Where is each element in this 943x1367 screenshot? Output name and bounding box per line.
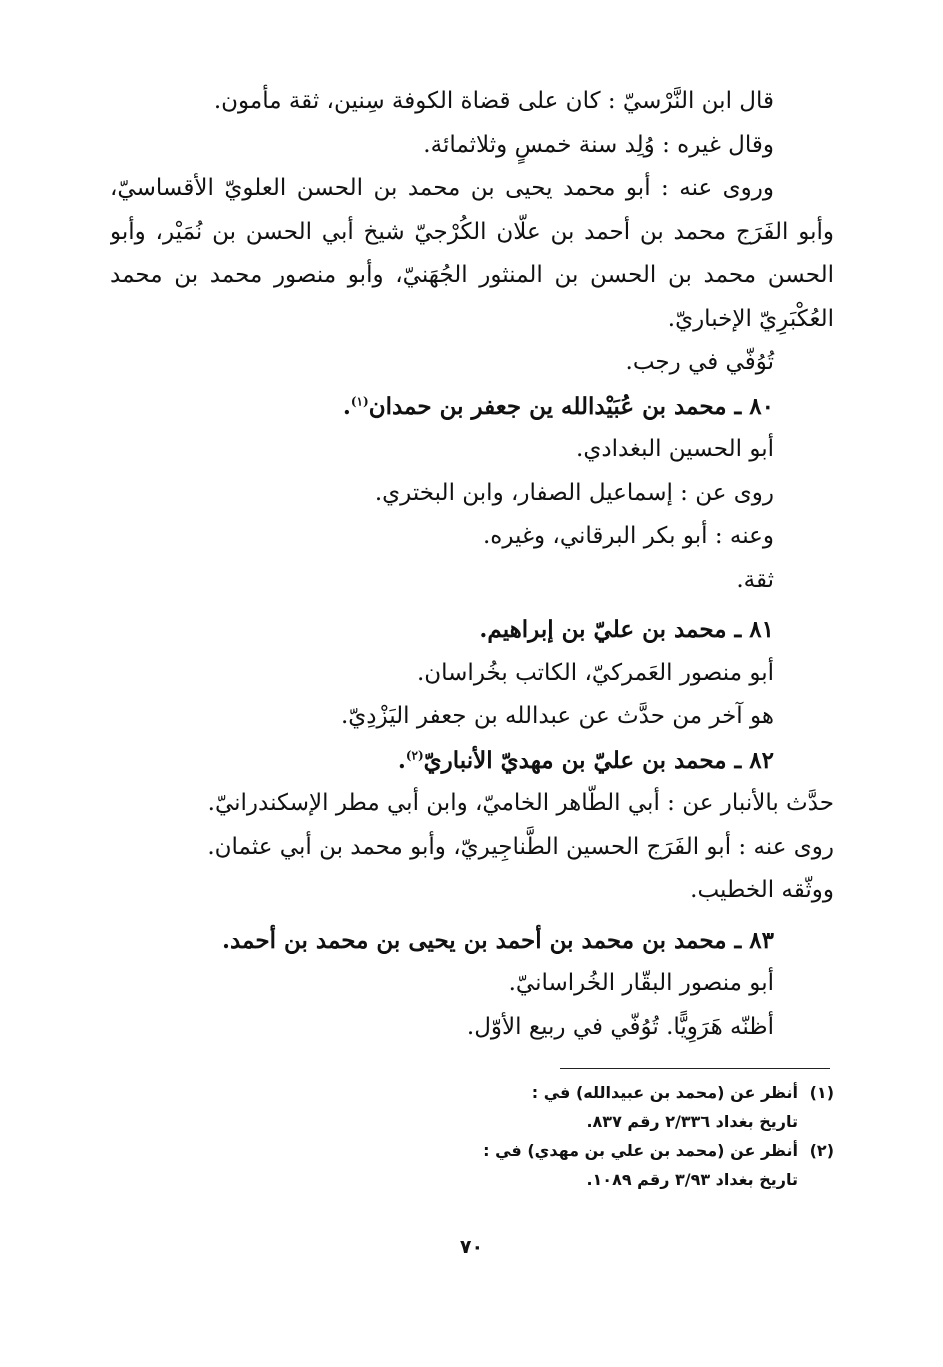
text-line: وقال غيره : وُلِد سنة خمسٍ وثلاثمائة. bbox=[423, 131, 774, 158]
text-line: ثقة. bbox=[736, 566, 774, 593]
text-line: الحسن محمد بن الحسن بن المنثور الجُهَنيّ، وأبو منصور محمد بن محمد bbox=[110, 262, 834, 288]
footnote-2-source: تاريخ بغداد ٣/٩٣ رقم ١٠٨٩. bbox=[586, 1170, 798, 1189]
text-line: وروى عنه : أبو محمد يحيى بن محمد بن الحسن العلويّ الأقساسيّ، bbox=[110, 175, 774, 201]
entry-80-heading: ٨٠ ـ محمد بن عُبَيْدالله ين جعفر بن حمدان$^{(١)}$. bbox=[342, 392, 774, 420]
footnote-2: (٢)أنظر عن (محمد بن علي بن مهدي) في : bbox=[483, 1141, 834, 1160]
text-line: أبو منصور البقّار الخُراسانيّ. bbox=[508, 970, 774, 996]
main-text bbox=[110, 80, 834, 1049]
text-line: أبو الحسين البغدادي. bbox=[576, 436, 774, 462]
text-line: أظنّه هَرَوِيًّا. تُوُفّي في ربيع الأوّل. bbox=[466, 1013, 774, 1040]
text-line: روى عن : إسماعيل الصفار، وابن البختري. bbox=[374, 479, 774, 506]
footnote-divider bbox=[560, 1068, 830, 1069]
text-line: العُكْبَرِيّ الإخباريّ. bbox=[667, 305, 834, 332]
text-line: وأبو الفَرَج محمد بن أحمد بن علّان الكُرْجيّ شيخ أبي الحسن بن نُمَيْر، وأبو bbox=[110, 218, 834, 245]
footnote-1: (١)أنظر عن (محمد بن عبيدالله) في : bbox=[531, 1083, 834, 1102]
page-number: ٧٠ bbox=[459, 1236, 484, 1258]
footnotes bbox=[440, 1078, 834, 1194]
footnote-ref-1: (١) bbox=[350, 393, 369, 408]
entry-82-heading: ٨٢ ـ محمد بن عليّ بن مهديّ الأنباريّ$^{(٢)}$. bbox=[397, 746, 774, 774]
text-line: حدَّث بالأنبار عن : أبي الطّاهر الخاميّ، وابن أبي مطر الإسكندرانيّ. bbox=[207, 790, 834, 816]
text-line: أبو منصور العَمركيّ، الكاتب بخُراسان. bbox=[416, 659, 774, 686]
entry-81-heading: ٨١ ـ محمد بن عليّ بن إبراهيم. bbox=[479, 616, 774, 643]
text-line: وعنه : أبو بكر البرقاني، وغيره. bbox=[482, 523, 774, 549]
text-line: هو آخر من حدَّث عن عبدالله بن جعفر اليَزْدِيّ. bbox=[340, 703, 774, 729]
text-line: قال ابن النَّرْسيّ : كان على قضاة الكوفة سِنين، ثقة مأمون. bbox=[213, 88, 774, 114]
text-line: روى عنه : أبو الفَرَج الحسين الطَّناجِيريّ، وأبو محمد بن أبي عثمان. bbox=[207, 833, 834, 860]
footnote-ref-2: (٢) bbox=[405, 747, 424, 762]
text-line: ووثّقه الخطيب. bbox=[690, 877, 834, 903]
footnote-1-source: تاريخ بغداد ٢/٣٣٦ رقم ٨٣٧. bbox=[586, 1112, 798, 1131]
entry-83-heading: ٨٣ ـ محمد بن محمد بن أحمد بن يحيى بن محمد بن أحمد. bbox=[221, 926, 774, 954]
text-line: تُوُفّي في رجب. bbox=[625, 349, 774, 375]
